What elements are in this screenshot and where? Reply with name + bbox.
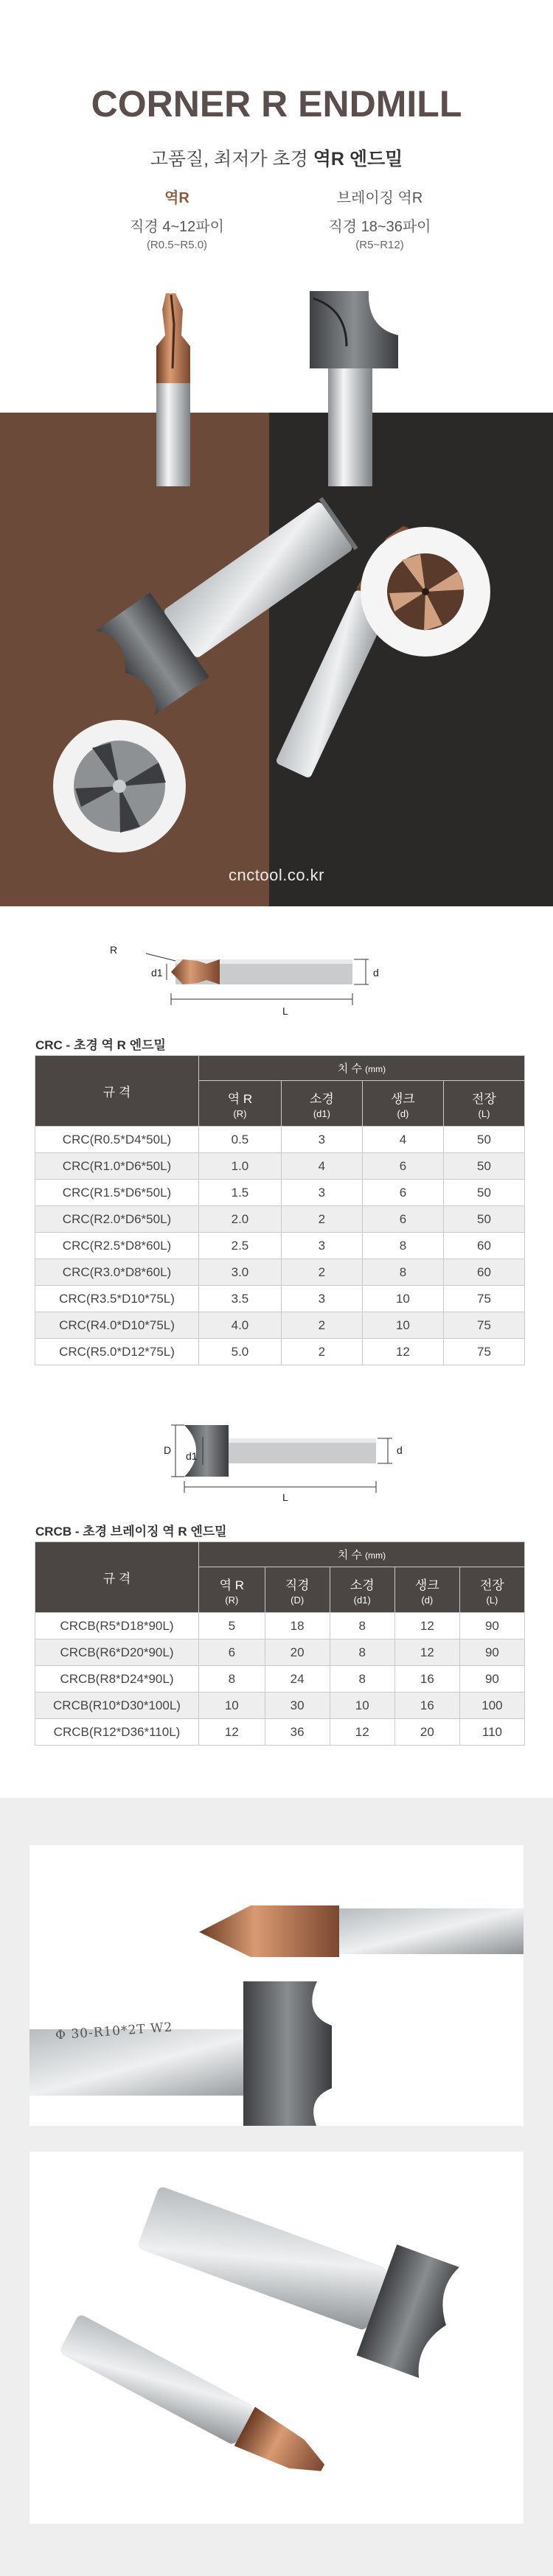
crc-col-header bbox=[443, 1081, 524, 1127]
crc-dimension-diagram bbox=[109, 945, 434, 1027]
table-cell: 4 bbox=[281, 1153, 362, 1180]
table-cell: 3.5 bbox=[199, 1286, 282, 1312]
crcb-label-l: L bbox=[282, 1491, 288, 1503]
table-row bbox=[35, 1153, 525, 1180]
col-name: 생크 bbox=[414, 1578, 439, 1592]
table-cell: 8 bbox=[330, 1639, 394, 1666]
tool-engraving: Φ 30-R10*2T W2 bbox=[55, 2020, 174, 2043]
crc-section-title: CRC - 초경 역 R 엔드밀 bbox=[35, 1038, 166, 1052]
col-symbol: (R) bbox=[225, 1594, 239, 1606]
table-cell: 75 bbox=[443, 1339, 524, 1365]
hero-subtitle-bold: 역R 엔드밀 bbox=[313, 149, 403, 169]
website-url[interactable]: cnctool.co.kr bbox=[229, 866, 324, 884]
table-row bbox=[35, 1286, 525, 1312]
crcb-col-header bbox=[459, 1567, 524, 1613]
col-symbol: (d1) bbox=[353, 1594, 371, 1606]
variant-name: 역R bbox=[164, 190, 189, 206]
table-cell: 8 bbox=[330, 1666, 394, 1693]
hero-subtitle-prefix: 고품질, 최저가 초경 bbox=[150, 149, 313, 169]
col-name: 전장 bbox=[480, 1578, 504, 1592]
table-cell: 90 bbox=[459, 1613, 524, 1639]
table-cell: CRC(R2.0*D6*50L) bbox=[35, 1206, 199, 1233]
table-cell: 8 bbox=[199, 1666, 265, 1693]
table-row bbox=[35, 1719, 525, 1746]
crc-col-header bbox=[362, 1081, 443, 1127]
col-name: 역 R bbox=[227, 1091, 253, 1106]
table-cell: CRC(R3.5*D10*75L) bbox=[35, 1286, 199, 1312]
crc-label-d: d bbox=[373, 967, 379, 979]
table-cell: CRC(R3.0*D8*60L) bbox=[35, 1259, 199, 1286]
variant-range: (R0.5~R5.0) bbox=[146, 239, 208, 251]
crc-label-r: R bbox=[110, 944, 118, 956]
brazing-r-tool-icon bbox=[310, 291, 398, 486]
table-cell: 3.0 bbox=[199, 1259, 282, 1286]
table-cell: 3 bbox=[281, 1286, 362, 1312]
table-cell: 3 bbox=[281, 1127, 362, 1153]
col-name: 역 R bbox=[219, 1578, 245, 1592]
photo-tools-side bbox=[29, 1845, 524, 2126]
table-cell: 90 bbox=[459, 1666, 524, 1693]
crcb-col-header bbox=[330, 1567, 394, 1613]
crcb-header-unit: (mm) bbox=[365, 1550, 386, 1561]
table-cell: CRCB(R8*D24*90L) bbox=[35, 1666, 199, 1693]
table-cell: 110 bbox=[459, 1719, 524, 1746]
table-cell: 20 bbox=[265, 1639, 330, 1666]
table-cell: CRC(R4.0*D10*75L) bbox=[35, 1312, 199, 1339]
table-cell: 75 bbox=[443, 1286, 524, 1312]
table-cell: CRCB(R10*D30*100L) bbox=[35, 1693, 199, 1719]
col-name: 소경 bbox=[309, 1091, 334, 1106]
table-row bbox=[35, 1693, 525, 1719]
col-symbol: (D) bbox=[291, 1594, 305, 1606]
variant-diameter: 직경 18~36파이 bbox=[328, 219, 431, 235]
table-cell: 8 bbox=[330, 1613, 394, 1639]
table-cell: 2 bbox=[281, 1206, 362, 1233]
crcb-col-header bbox=[265, 1567, 330, 1613]
table-cell: 2 bbox=[281, 1339, 362, 1365]
table-cell: 12 bbox=[362, 1339, 443, 1365]
table-row bbox=[35, 1312, 525, 1339]
table-cell: CRC(R2.5*D8*60L) bbox=[35, 1233, 199, 1259]
col-symbol: (d1) bbox=[313, 1107, 330, 1119]
table-row bbox=[35, 1639, 525, 1666]
tip-closeup-icon bbox=[361, 527, 490, 657]
table-cell: 1.5 bbox=[199, 1180, 282, 1206]
crcb-header-dims-label: 치 수 bbox=[337, 1549, 362, 1561]
table-cell: 100 bbox=[459, 1693, 524, 1719]
crc-header-dims bbox=[199, 1056, 525, 1081]
table-cell: CRCB(R12*D36*110L) bbox=[35, 1719, 199, 1746]
variant-diameter: 직경 4~12파이 bbox=[130, 219, 224, 235]
table-cell: 75 bbox=[443, 1312, 524, 1339]
table-cell: 4 bbox=[362, 1127, 443, 1153]
table-cell: 12 bbox=[199, 1719, 265, 1746]
table-cell: CRCB(R5*D18*90L) bbox=[35, 1613, 199, 1639]
crcb-section-title: CRCB - 초경 브레이징 역 R 엔드밀 bbox=[35, 1525, 227, 1539]
table-cell: 16 bbox=[394, 1666, 459, 1693]
table-cell: 50 bbox=[443, 1180, 524, 1206]
table-cell: 30 bbox=[265, 1693, 330, 1719]
table-cell: 2.5 bbox=[199, 1233, 282, 1259]
table-row bbox=[35, 1613, 525, 1639]
variant-name: 브레이징 역R bbox=[336, 190, 423, 206]
photo-tools-side-illustration bbox=[29, 1845, 524, 2126]
table-cell: 1.0 bbox=[199, 1153, 282, 1180]
table-cell: 2.0 bbox=[199, 1206, 282, 1233]
table-cell: 18 bbox=[265, 1613, 330, 1639]
table-cell: 10 bbox=[362, 1286, 443, 1312]
table-row bbox=[35, 1233, 525, 1259]
table-cell: 4.0 bbox=[199, 1312, 282, 1339]
table-cell: 24 bbox=[265, 1666, 330, 1693]
table-cell: 60 bbox=[443, 1259, 524, 1286]
table-cell: 50 bbox=[443, 1127, 524, 1153]
table-cell: 10 bbox=[199, 1693, 265, 1719]
crc-label-d1: d1 bbox=[151, 967, 163, 979]
col-symbol: (R) bbox=[233, 1107, 247, 1119]
crcb-spec-table bbox=[35, 1541, 525, 1746]
table-cell: CRC(R5.0*D12*75L) bbox=[35, 1339, 199, 1365]
crcb-header-spec: 규 격 bbox=[35, 1542, 199, 1613]
col-name: 소경 bbox=[349, 1578, 375, 1592]
table-cell: 5 bbox=[199, 1613, 265, 1639]
table-cell: 2 bbox=[281, 1259, 362, 1286]
col-symbol: (d) bbox=[421, 1594, 434, 1606]
table-cell: 12 bbox=[394, 1639, 459, 1666]
reverse-r-tool-icon bbox=[156, 293, 190, 486]
col-symbol: (L) bbox=[478, 1107, 490, 1119]
table-cell: 6 bbox=[362, 1180, 443, 1206]
photo-tools-angled bbox=[29, 2152, 524, 2524]
table-row bbox=[35, 1666, 525, 1693]
crc-header-spec: 규 격 bbox=[35, 1056, 199, 1127]
table-cell: 50 bbox=[443, 1153, 524, 1180]
col-symbol: (L) bbox=[486, 1594, 498, 1606]
table-cell: 12 bbox=[330, 1719, 394, 1746]
col-name: 전장 bbox=[472, 1091, 496, 1106]
crcb-col-header bbox=[394, 1567, 459, 1613]
variant-range: (R5~R12) bbox=[355, 239, 404, 251]
page-title: CORNER R ENDMILL bbox=[91, 83, 462, 125]
table-cell: CRC(R0.5*D4*50L) bbox=[35, 1127, 199, 1153]
table-row bbox=[35, 1339, 525, 1365]
table-cell: 36 bbox=[265, 1719, 330, 1746]
table-cell: 50 bbox=[443, 1206, 524, 1233]
table-cell: 8 bbox=[362, 1259, 443, 1286]
table-row bbox=[35, 1259, 525, 1286]
table-cell: 3 bbox=[281, 1233, 362, 1259]
table-cell: CRC(R1.0*D6*50L) bbox=[35, 1153, 199, 1180]
table-cell: CRCB(R6*D20*90L) bbox=[35, 1639, 199, 1666]
table-cell: 20 bbox=[394, 1719, 459, 1746]
table-cell: 16 bbox=[394, 1693, 459, 1719]
table-cell: 0.5 bbox=[199, 1127, 282, 1153]
crc-header-unit: (mm) bbox=[365, 1064, 386, 1074]
col-name: 직경 bbox=[285, 1578, 310, 1592]
table-cell: 3 bbox=[281, 1180, 362, 1206]
col-symbol: (d) bbox=[397, 1107, 409, 1119]
crc-col-header bbox=[281, 1081, 362, 1127]
crc-header-dims-label: 치 수 bbox=[337, 1063, 362, 1075]
brazed-tip-closeup-icon bbox=[53, 720, 186, 853]
crcb-label-d: d bbox=[397, 1444, 403, 1456]
table-cell: CRC(R1.5*D6*50L) bbox=[35, 1180, 199, 1206]
crcb-label-d1: d1 bbox=[186, 1450, 198, 1462]
table-cell: 6 bbox=[362, 1153, 443, 1180]
crcb-label-big-d: D bbox=[164, 1444, 172, 1456]
col-name: 생크 bbox=[391, 1091, 415, 1106]
table-row bbox=[35, 1127, 525, 1153]
table-cell: 5.0 bbox=[199, 1339, 282, 1365]
table-cell: 10 bbox=[362, 1312, 443, 1339]
table-row bbox=[35, 1206, 525, 1233]
photo-tools-angled-illustration bbox=[29, 2152, 524, 2524]
table-cell: 90 bbox=[459, 1639, 524, 1666]
table-cell: 10 bbox=[330, 1693, 394, 1719]
hero-section bbox=[0, 0, 553, 906]
table-cell: 6 bbox=[199, 1639, 265, 1666]
crc-spec-table bbox=[35, 1055, 525, 1365]
crc-col-header bbox=[199, 1081, 282, 1127]
crcb-col-header bbox=[199, 1567, 265, 1613]
table-cell: 60 bbox=[443, 1233, 524, 1259]
crc-label-l: L bbox=[282, 1005, 288, 1017]
table-cell: 2 bbox=[281, 1312, 362, 1339]
table-row bbox=[35, 1180, 525, 1206]
table-cell: 6 bbox=[362, 1206, 443, 1233]
crcb-header-dims bbox=[199, 1542, 525, 1567]
table-cell: 12 bbox=[394, 1613, 459, 1639]
table-cell: 8 bbox=[362, 1233, 443, 1259]
hero-tools-illustration bbox=[0, 0, 553, 906]
